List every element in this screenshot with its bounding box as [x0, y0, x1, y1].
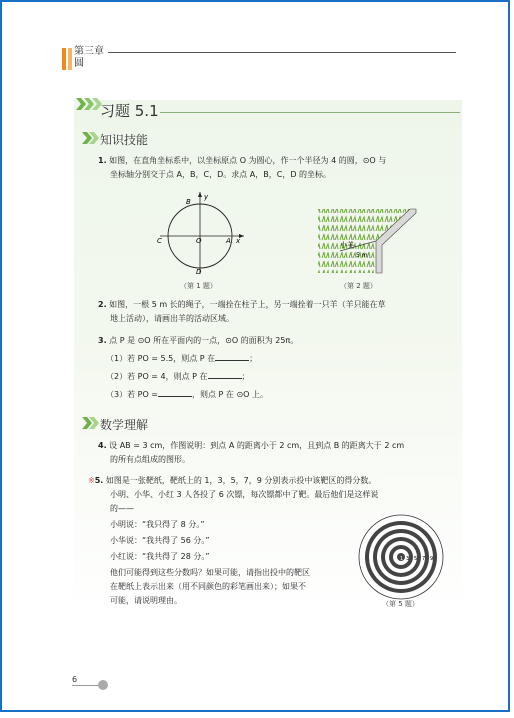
question-text: 坐标轴分别交于点 A，B，C，D。求点 A，B，C，D 的坐标。	[110, 170, 332, 179]
label-A: A	[226, 237, 231, 245]
question-4	[98, 439, 458, 467]
question-text: 如图，一根 5 m 长的绳子，一端拴在柱子上，另一端拴着一只羊（羊只能在草	[109, 300, 386, 309]
question-number: 2.	[98, 300, 107, 309]
question-text: 的——	[110, 504, 134, 513]
question-text: 的所有点组成的图形。	[110, 455, 190, 464]
figure-2-caption: （第 2 题）	[340, 282, 377, 290]
subquestion-2: （2）若 PO = 4，则点 P 在	[106, 372, 208, 381]
figure-1-caption: （第 1 题）	[180, 282, 217, 290]
subquestion-1-end: ；	[249, 354, 258, 363]
ring-label-5: 5	[414, 556, 418, 562]
question-text: 设 AB = 3 cm，作图说明：到点 A 的距离小于 2 cm，且到点 B 的距离大于 2 cm	[109, 441, 405, 450]
question-text: 如图是一张靶纸，靶纸上的 1，3，5，7，9 分别表示投中该靶区的得分数。	[105, 476, 377, 485]
question-text: 如图，在直角坐标系中，以坐标原点 O 为圆心，作一个半径为 4 的圆，⊙O 与	[109, 156, 387, 165]
label-C: C	[157, 237, 162, 245]
figure-5-caption: （第 5 题）	[382, 600, 419, 608]
ring-label-3: 3	[406, 556, 410, 562]
statement-xiaohua: 小华说：“我共得了 56 分。”	[110, 536, 210, 545]
label-y: y	[204, 193, 209, 201]
question-text: 点 P 是 ⊙O 所在平面内的一点，⊙O 的面积为 25π。	[109, 336, 299, 345]
title-rule	[160, 112, 460, 113]
label-O: O	[196, 237, 202, 245]
header-rule	[108, 52, 456, 53]
figure-1-circle	[150, 190, 250, 275]
chapter-heading	[74, 46, 104, 70]
question-number: 4.	[98, 441, 107, 450]
question-text: 地上活动），请画出羊的活动区域。	[110, 314, 234, 323]
section-heading-skills: 知识技能	[100, 133, 149, 147]
label-B: B	[186, 198, 191, 206]
ring-label-1: 1	[400, 556, 404, 562]
statement-xiaohong: 小红说：“我共得了 28 分。”	[110, 552, 210, 561]
label-x: x	[236, 237, 241, 245]
question-text: 他们可能得到这些分数吗？如果可能，请指出投中的靶区	[110, 568, 310, 577]
page-number-dot	[98, 680, 108, 690]
question-number: 1.	[98, 156, 107, 165]
section-heading-understanding: 数学理解	[100, 418, 149, 432]
answer-blank	[158, 387, 192, 397]
statement-xiaoming: 小明说：“我只得了 8 分。”	[110, 520, 205, 529]
question-number: 3.	[98, 336, 107, 345]
figure-2-grass	[312, 205, 422, 277]
ring-label-9: 9	[430, 556, 434, 562]
question-number: 5.	[94, 476, 104, 485]
question-text: 小明、小华、小红 3 人各投了 6 次镖，每次镖都中了靶。最后他们是这样说	[110, 490, 379, 499]
subquestion-1: （1）若 PO = 5.5，则点 P 在	[106, 354, 216, 363]
label-sheep: 小羊	[340, 241, 354, 249]
question-1	[98, 154, 458, 182]
subquestion-3: （3）若 PO =	[106, 390, 158, 399]
ring-label-7: 7	[422, 556, 426, 562]
optional-mark: ※	[88, 476, 95, 485]
label-D: D	[196, 268, 202, 275]
answer-blank	[208, 369, 242, 379]
question-text: 在靶纸上表示出来（用不同颜色的彩笔画出来）；如果不	[110, 582, 306, 591]
answer-blank	[215, 351, 249, 361]
subquestion-2-end: ；	[241, 372, 250, 381]
label-rope-length: 5 m	[356, 252, 368, 259]
figure-5-target	[358, 514, 444, 600]
question-2	[98, 298, 458, 326]
subquestion-3-end: ，则点 P 在 ⊙O 上。	[192, 390, 268, 399]
exercise-title: 习题 5.1	[100, 102, 159, 120]
page-number: 6	[72, 675, 78, 684]
chapter-number: 第三章	[74, 46, 104, 57]
question-text: 可能，请说明理由。	[110, 596, 182, 605]
question-3	[98, 334, 458, 402]
chapter-title: 圆	[74, 58, 84, 69]
